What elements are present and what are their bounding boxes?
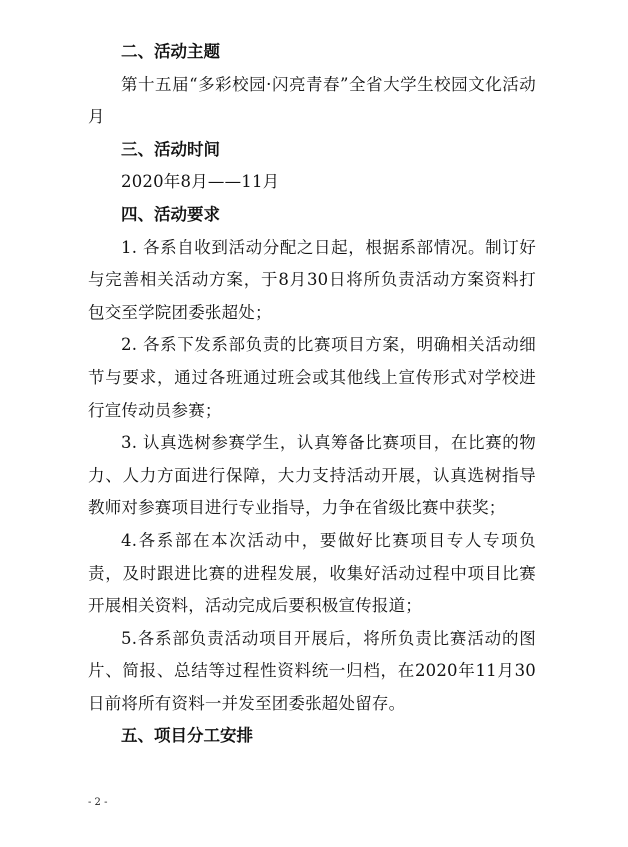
section-heading-division: 五、项目分工安排 <box>121 726 253 746</box>
requirement-item-5: 5.各系部负责活动项目开展后，将所负责比赛活动的图片、简报、总结等过程性资料统一归档，在2020年11月30日前将所有资料一并发至团委张超处留存。 <box>88 628 536 713</box>
page-number: - 2 - <box>88 797 108 808</box>
requirement-item-1: 1. 各系自收到活动分配之日起，根据系部情况。制订好与完善相关活动方案，于8月30日将所负责活动方案资料打包交至学院团委张超处； <box>88 237 536 322</box>
requirement-item-2: 2. 各系下发系部负责的比赛项目方案，明确相关活动细节与要求，通过各班通过班会或其他线上宣传形式对学校进行宣传动员参赛； <box>88 335 536 420</box>
requirement-item-3: 3. 认真选树参赛学生，认真筹备比赛项目，在比赛的物力、人力方面进行保障，大力支持活动开展，认真选树指导教师对参赛项目进行专业指导，力争在省级比赛中获奖； <box>88 433 536 518</box>
section-heading-time: 三、活动时间 <box>121 139 220 159</box>
document-body <box>88 36 536 753</box>
requirement-item-4: 4.各系部在本次活动中，要做好比赛项目专人专项负责，及时跟进比赛的进程发展，收集好活动过程中项目比赛开展相关资料，活动完成后要积极宣传报道； <box>88 530 536 616</box>
time-paragraph: 2020年8月——11月 <box>121 172 280 192</box>
section-heading-requirements: 四、活动要求 <box>121 204 220 224</box>
section-heading-theme: 二、活动主题 <box>121 42 220 61</box>
theme-paragraph: 第十五届“多彩校园·闪亮青春”全省大学生校园文化活动月 <box>88 74 536 127</box>
